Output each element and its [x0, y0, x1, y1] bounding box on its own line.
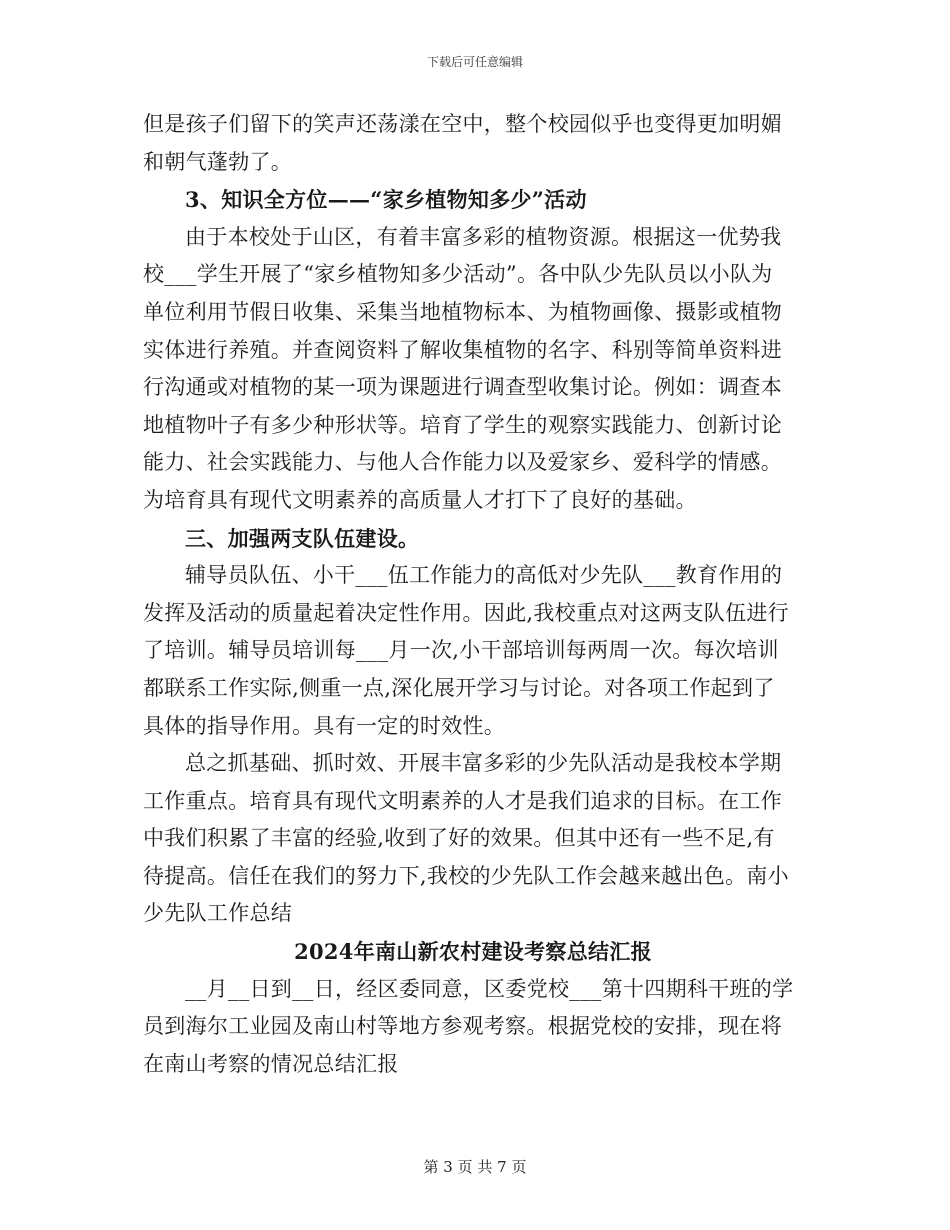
body-text-line: 少先队工作总结 — [143, 901, 293, 926]
body-text-line: 行沟通或对植物的某一项为课题进行调查型收集讨论。例如：调查本 — [143, 375, 782, 400]
paragraph-first-line: 由于本校处于山区，有着丰富多彩的植物资源。根据这一优势我 — [185, 224, 782, 249]
body-text-line: 都联系工作实际,侧重一点,深化展开学习与讨论。对各项工作起到了 — [143, 675, 775, 700]
body-text-line: 员到海尔工业园及南山村等地方参观考察。根据党校的安排，现在将 — [143, 1014, 782, 1039]
section-heading: 3、知识全方位——“家乡植物知多少”活动 — [185, 187, 587, 213]
body-text-line: 发挥及活动的质量起着决定性作用。因此,我校重点对这两支队伍进行 — [143, 600, 789, 625]
paragraph-first-line: 总之抓基础、抓时效、开展丰富多彩的少先队活动是我校本学期 — [185, 751, 782, 776]
body-text-line: 为培育具有现代文明素养的高质量人才打下了良好的基础。 — [143, 487, 697, 512]
body-text-line: 校___学生开展了“家乡植物知多少活动”。各中队少先队员以小队为 — [143, 262, 773, 287]
body-text-line: 但是孩子们留下的笑声还荡漾在空中，整个校园似乎也变得更加明媚 — [143, 112, 782, 136]
body-text-line: 在南山考察的情况总结汇报 — [143, 1051, 399, 1076]
body-text-line: 和朝气蓬勃了。 — [143, 149, 293, 174]
body-text-line: 中我们积累了丰富的经验,收到了好的效果。但其中还有一些不足,有 — [143, 826, 775, 851]
paragraph-first-line: __月__日到__日，经区委同意，区委党校___第十四期科干班的学 — [185, 976, 794, 1001]
body-text-line: 地植物叶子有多少种形状等。培育了学生的观察实践能力、创新讨论 — [143, 412, 782, 437]
document-body — [143, 106, 803, 1083]
paragraph-first-line: 辅导员队伍、小干___伍工作能力的高低对少先队___教育作用的 — [185, 563, 783, 588]
body-text-line: 待提高。信任在我们的努力下,我校的少先队工作会越来越出色。南小 — [143, 863, 789, 888]
body-text-line: 了培训。辅导员培训每___月一次,小干部培训每两周一次。每次培训 — [143, 638, 779, 663]
body-text-line: 能力、社会实践能力、与他人合作能力以及爱家乡、爱科学的情感。 — [143, 450, 782, 475]
section-heading: 三、加强两支队伍建设。 — [185, 525, 420, 551]
body-text-line: 具体的指导作用。具有一定的时效性。 — [143, 713, 506, 738]
page-number-footer: 第 3 页 共 7 页 — [423, 1158, 527, 1176]
body-text-line: 工作重点。培育具有现代文明素养的人才是我们追求的目标。在工作 — [143, 788, 782, 813]
body-text-line: 单位利用节假日收集、采集当地植物标本、为植物画像、摄影或植物 — [143, 299, 782, 324]
document-title: 2024年南山新农村建设考察总结汇报 — [294, 939, 652, 965]
body-text-line: 实体进行养殖。并查阅资料了解收集植物的名字、科别等简单资料进 — [143, 337, 782, 362]
page-header: 下载后可任意编辑 — [426, 55, 523, 69]
